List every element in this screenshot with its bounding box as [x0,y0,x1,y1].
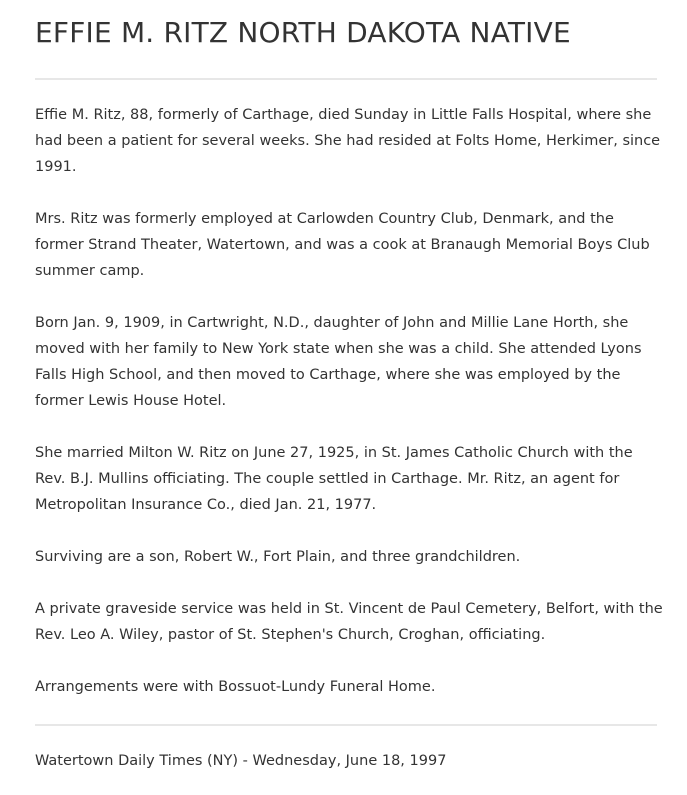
article-title: EFFIE M. RITZ NORTH DAKOTA NATIVE [35,16,571,49]
paragraph-birth: Born Jan. 9, 1909, in Cartwright, N.D., daughter of John and Millie Lane Horth, she moved with her family to New York state when she was a child. She attended Lyons Falls High School, and then moved to Carthage, where she was employed by the former Lewis House Hotel. [35,315,642,409]
paragraph-arrangements: Arrangements were with Bossuot-Lundy Funeral Home. [35,679,436,695]
paragraph-survivors: Surviving are a son, Robert W., Fort Plain, and three grandchildren. [35,549,521,565]
title-divider [35,78,657,80]
source-divider [35,724,657,726]
article-body [35,102,665,726]
paragraph-service: A private graveside service was held in St. Vincent de Paul Cemetery, Belfort, with the Rev. Leo A. Wiley, pastor of St. Stephen's Church, Croghan, officiating. [35,601,663,643]
paragraph-marriage: She married Milton W. Ritz on June 27, 1925, in St. James Catholic Church with the Rev. B.J. Mullins officiating. The couple settled in Carthage. Mr. Ritz, an agent for Metropolitan Insurance Co., died Jan. 21, 1977. [35,445,633,513]
paragraph-employment: Mrs. Ritz was formerly employed at Carlowden Country Club, Denmark, and the former Strand Theater, Watertown, and was a cook at Branaugh Memorial Boys Club summer camp. [35,211,650,279]
paragraph-death-notice: Effie M. Ritz, 88, formerly of Carthage, died Sunday in Little Falls Hospital, where she had been a patient for several weeks. She had resided at Folts Home, Herkimer, since 1991. [35,107,661,175]
article-source: Watertown Daily Times (NY) - Wednesday, June 18, 1997 [35,753,447,769]
